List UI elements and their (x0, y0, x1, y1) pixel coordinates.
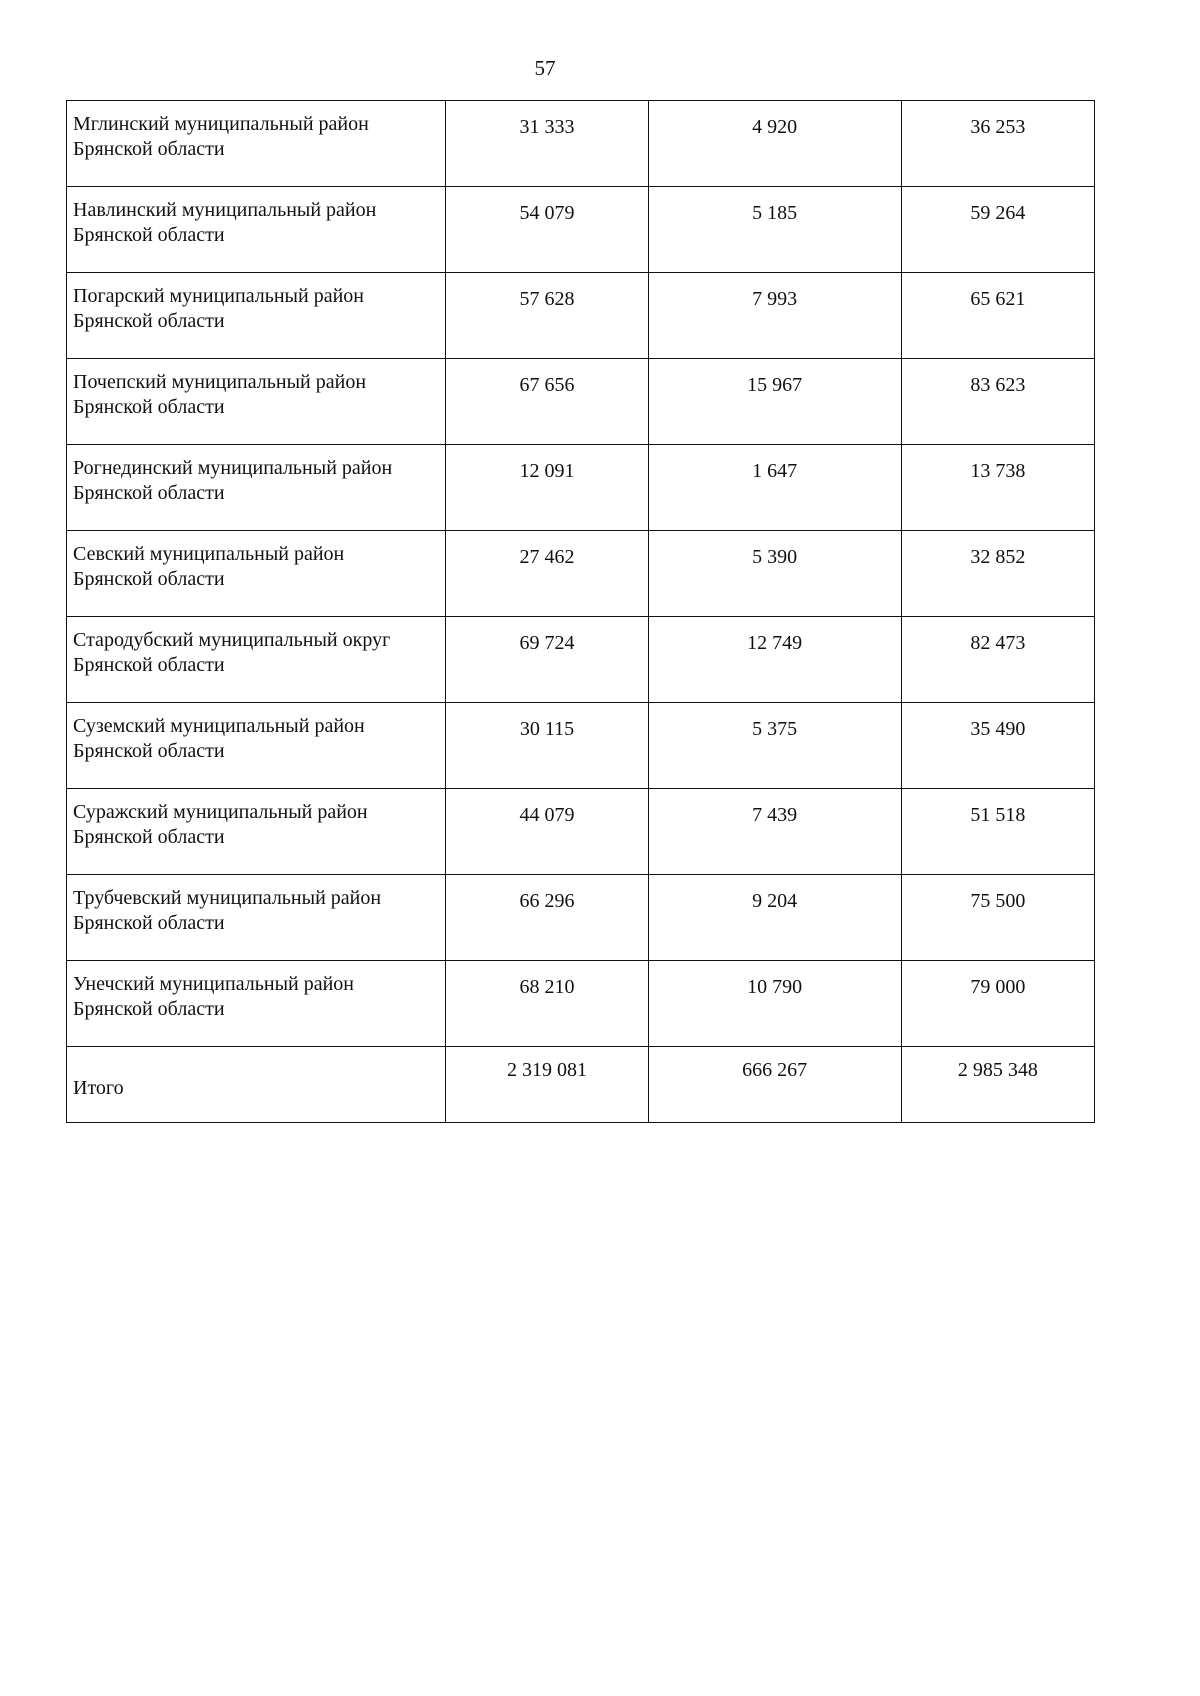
district-region: Брянской области (73, 138, 225, 160)
district-name: Трубчевский муниципальный район (73, 887, 382, 909)
value-2-cell: 5 375 (648, 703, 901, 789)
district-region: Брянской области (73, 826, 225, 848)
table-row (67, 961, 1095, 1047)
district-name-cell (67, 187, 446, 273)
district-region: Брянской области (73, 396, 225, 418)
value-1-cell: 12 091 (446, 445, 648, 531)
district-name: Суражский муниципальный район (73, 801, 368, 823)
table-row (67, 703, 1095, 789)
value-2-cell: 5 390 (648, 531, 901, 617)
value-2-cell: 7 993 (648, 273, 901, 359)
district-name: Рогнединский муниципальный район (73, 457, 393, 479)
table-row (67, 273, 1095, 359)
total-value-2: 666 267 (648, 1047, 901, 1123)
value-2-cell: 4 920 (648, 101, 901, 187)
value-1-cell: 30 115 (446, 703, 648, 789)
value-2-cell: 1 647 (648, 445, 901, 531)
value-1-cell: 68 210 (446, 961, 648, 1047)
district-name: Мглинский муниципальный район (73, 113, 369, 135)
table-row (67, 445, 1095, 531)
table-row (67, 101, 1095, 187)
value-3-cell: 32 852 (901, 531, 1094, 617)
value-3-cell: 65 621 (901, 273, 1094, 359)
value-1-cell: 31 333 (446, 101, 648, 187)
district-name-cell (67, 703, 446, 789)
district-name: Стародубский муниципальный округ (73, 629, 391, 651)
district-region: Брянской области (73, 568, 225, 590)
value-3-cell: 75 500 (901, 875, 1094, 961)
value-2-cell: 5 185 (648, 187, 901, 273)
value-1-cell: 66 296 (446, 875, 648, 961)
value-3-cell: 36 253 (901, 101, 1094, 187)
page-number: 57 (534, 56, 556, 80)
district-name-cell (67, 273, 446, 359)
district-name: Почепский муниципальный район (73, 371, 367, 393)
district-name-cell (67, 617, 446, 703)
value-3-cell: 59 264 (901, 187, 1094, 273)
table-row (67, 531, 1095, 617)
value-1-cell: 67 656 (446, 359, 648, 445)
table-body (67, 101, 1095, 1123)
value-3-cell: 83 623 (901, 359, 1094, 445)
district-region: Брянской области (73, 740, 225, 762)
table-row (67, 789, 1095, 875)
budget-table (66, 100, 1095, 1123)
total-value-1: 2 319 081 (446, 1047, 648, 1123)
district-name-cell (67, 789, 446, 875)
district-region: Брянской области (73, 482, 225, 504)
district-name: Суземский муниципальный район (73, 715, 365, 737)
value-1-cell: 44 079 (446, 789, 648, 875)
table-row (67, 875, 1095, 961)
district-name: Унечский муниципальный район (73, 973, 354, 995)
value-2-cell: 9 204 (648, 875, 901, 961)
district-region: Брянской области (73, 224, 225, 246)
district-name-cell (67, 359, 446, 445)
value-1-cell: 69 724 (446, 617, 648, 703)
value-1-cell: 27 462 (446, 531, 648, 617)
value-3-cell: 35 490 (901, 703, 1094, 789)
total-value-3: 2 985 348 (901, 1047, 1094, 1123)
value-1-cell: 54 079 (446, 187, 648, 273)
value-2-cell: 12 749 (648, 617, 901, 703)
district-name-cell (67, 875, 446, 961)
value-1-cell: 57 628 (446, 273, 648, 359)
value-3-cell: 13 738 (901, 445, 1094, 531)
value-3-cell: 82 473 (901, 617, 1094, 703)
total-row (67, 1047, 1095, 1123)
district-name: Погарский муниципальный район (73, 285, 364, 307)
table-row (67, 617, 1095, 703)
table-row (67, 187, 1095, 273)
district-name: Навлинский муниципальный район (73, 199, 377, 221)
district-name-cell (67, 531, 446, 617)
district-region: Брянской области (73, 912, 225, 934)
value-2-cell: 15 967 (648, 359, 901, 445)
district-name-cell (67, 101, 446, 187)
district-region: Брянской области (73, 654, 225, 676)
table-row (67, 359, 1095, 445)
district-name-cell (67, 445, 446, 531)
value-3-cell: 51 518 (901, 789, 1094, 875)
value-2-cell: 7 439 (648, 789, 901, 875)
district-name-cell (67, 961, 446, 1047)
total-label: Итого (67, 1047, 446, 1123)
district-region: Брянской области (73, 998, 225, 1020)
value-3-cell: 79 000 (901, 961, 1094, 1047)
district-name: Севский муниципальный район (73, 543, 345, 565)
value-2-cell: 10 790 (648, 961, 901, 1047)
district-region: Брянской области (73, 310, 225, 332)
